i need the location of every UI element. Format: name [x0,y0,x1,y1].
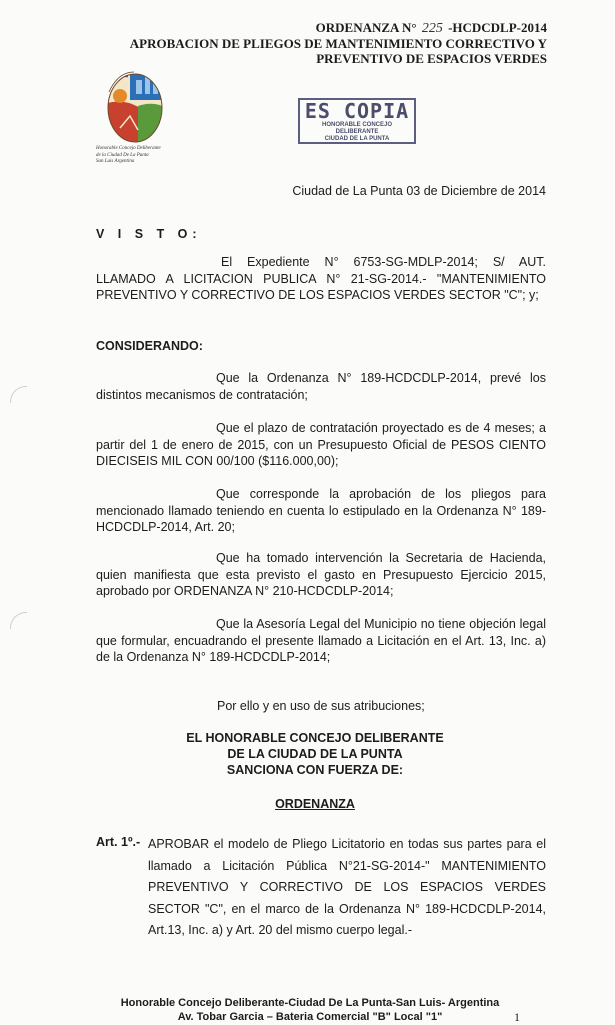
sanciona-line-2: DE LA CIUDAD DE LA PUNTA [227,747,403,761]
page-number: 1 [514,1010,520,1024]
header-title-line-2: PREVENTIVO DE ESPACIOS VERDES [316,51,547,66]
paragraph-lead: Que la Asesoría Legal del Municipio no tiene objeción legal [216,617,546,631]
visto-heading: V I S T O: [96,227,202,241]
stamp-line-1: HONORABLE CONCEJO DELIBERANTE [321,122,392,135]
considerando-paragraph-4 [96,550,546,600]
por-ello-line: Por ello y en uso de sus atribuciones; [217,699,425,713]
ordinance-suffix: -HCDCDLP-2014 [448,20,547,35]
ordinance-number-handwritten: 225 [421,21,443,36]
ordenanza-title: ORDENANZA [275,797,355,811]
visto-rest: LLAMADO A LICITACION PUBLICA N° 21-SG-2014.- "MANTENIMIENTO PREVENTIVO Y CORRECTIVO DE LOS ESPACIOS VERDES SECTOR "C"; y; [96,271,546,302]
emblem-caption [96,146,186,166]
document-footer [60,996,560,1024]
es-copia-stamp [298,98,416,144]
article-1-label: Art. 1º.- [96,835,141,849]
considerando-paragraph-1 [96,370,546,403]
punch-hole-mark [10,386,27,403]
footer-line-2: Av. Tobar Garcia – Bateria Comercial "B" Local "1" [177,1011,443,1023]
emblem-caption-line: Honorable Concejo Deliberante [96,146,161,151]
considerando-paragraph-5 [96,616,546,666]
emblem-caption-line: de la Ciudad De La Punta [96,152,149,158]
municipal-emblem-icon [100,66,170,146]
paragraph-rest: que formular, encuadrando el presente llamado a Licitación en el Art. 13, Inc. a) de la Ordenanza N° 189-HCDCDLP-2014; [96,633,546,664]
considerando-paragraph-2 [96,420,546,470]
paragraph-lead: Que corresponde la aprobación de los pliegos para [216,487,546,501]
date-line: Ciudad de La Punta 03 de Diciembre de 2014 [292,184,546,198]
document-header [87,20,547,66]
stamp-line-2: CIUDAD DE LA PUNTA [324,136,390,142]
sanciona-line-1: EL HONORABLE CONCEJO DELIBERANTE [186,731,444,745]
stamp-title: ES COPIA [304,99,410,123]
paragraph-lead: Que el plazo de contratación proyectado es de 4 meses; a [216,421,546,435]
visto-paragraph [96,254,546,304]
considerando-paragraph-3 [96,486,546,536]
paragraph-rest: partir del 1 de enero de 2015, con un Presupuesto Oficial de PESOS CIENTO DIECISEIS MIL CON 00/100 ($116.000,00); [96,437,546,468]
considerando-heading: CONSIDERANDO: [96,339,203,353]
paragraph-rest: distintos mecanismos de contratación; [96,387,308,402]
footer-line-1: Honorable Concejo Deliberante-Ciudad De La Punta-San Luis- Argentina [120,997,500,1009]
sanciona-line-3: SANCIONA CON FUERZA DE: [226,763,404,777]
ordinance-label: ORDENANZA N° [315,20,417,35]
paragraph-rest: quien manifiesta que esta previsto el gasto en Presupuesto Ejercicio 2015, aprobado por ORDENANZA N° 210-HCDCDLP-2014; [96,567,546,598]
visto-lead: El Expediente N° 6753-SG-MDLP-2014; S/ AUT. [221,255,546,269]
article-1-body: APROBAR el modelo de Pliego Licitatorio en todas sus partes para el llamado a Licitación Pública N°21-SG-2014-" MANTENIMIENTO PREVENTIVO Y CORRECTIVO DE LOS ESPACIOS VERDES SECTOR "C", en el marco de la Ordenanza N° 189-HCDCDLP-2014, Art.13, Inc. a) y Art. 20 del mismo cuerpo legal.- [148,837,546,937]
header-title-line-1: APROBACION DE PLIEGOS DE MANTENIMIENTO CORRECTIVO Y [129,36,547,51]
paragraph-lead: Que ha tomado intervención la Secretaria de Hacienda, [216,551,546,565]
paragraph-lead: Que la Ordenanza N° 189-HCDCDLP-2014, prevé los [216,371,546,385]
punch-hole-mark [10,612,27,629]
emblem-caption-line: San Luis Argentina [96,159,135,164]
paragraph-rest: mencionado llamado teniendo en cuenta lo estipulado en la Ordenanza N° 189-HCDCDLP-2014, Art. 20; [96,503,546,534]
article-1-text [148,834,546,942]
ordinance-number-line [87,20,547,36]
